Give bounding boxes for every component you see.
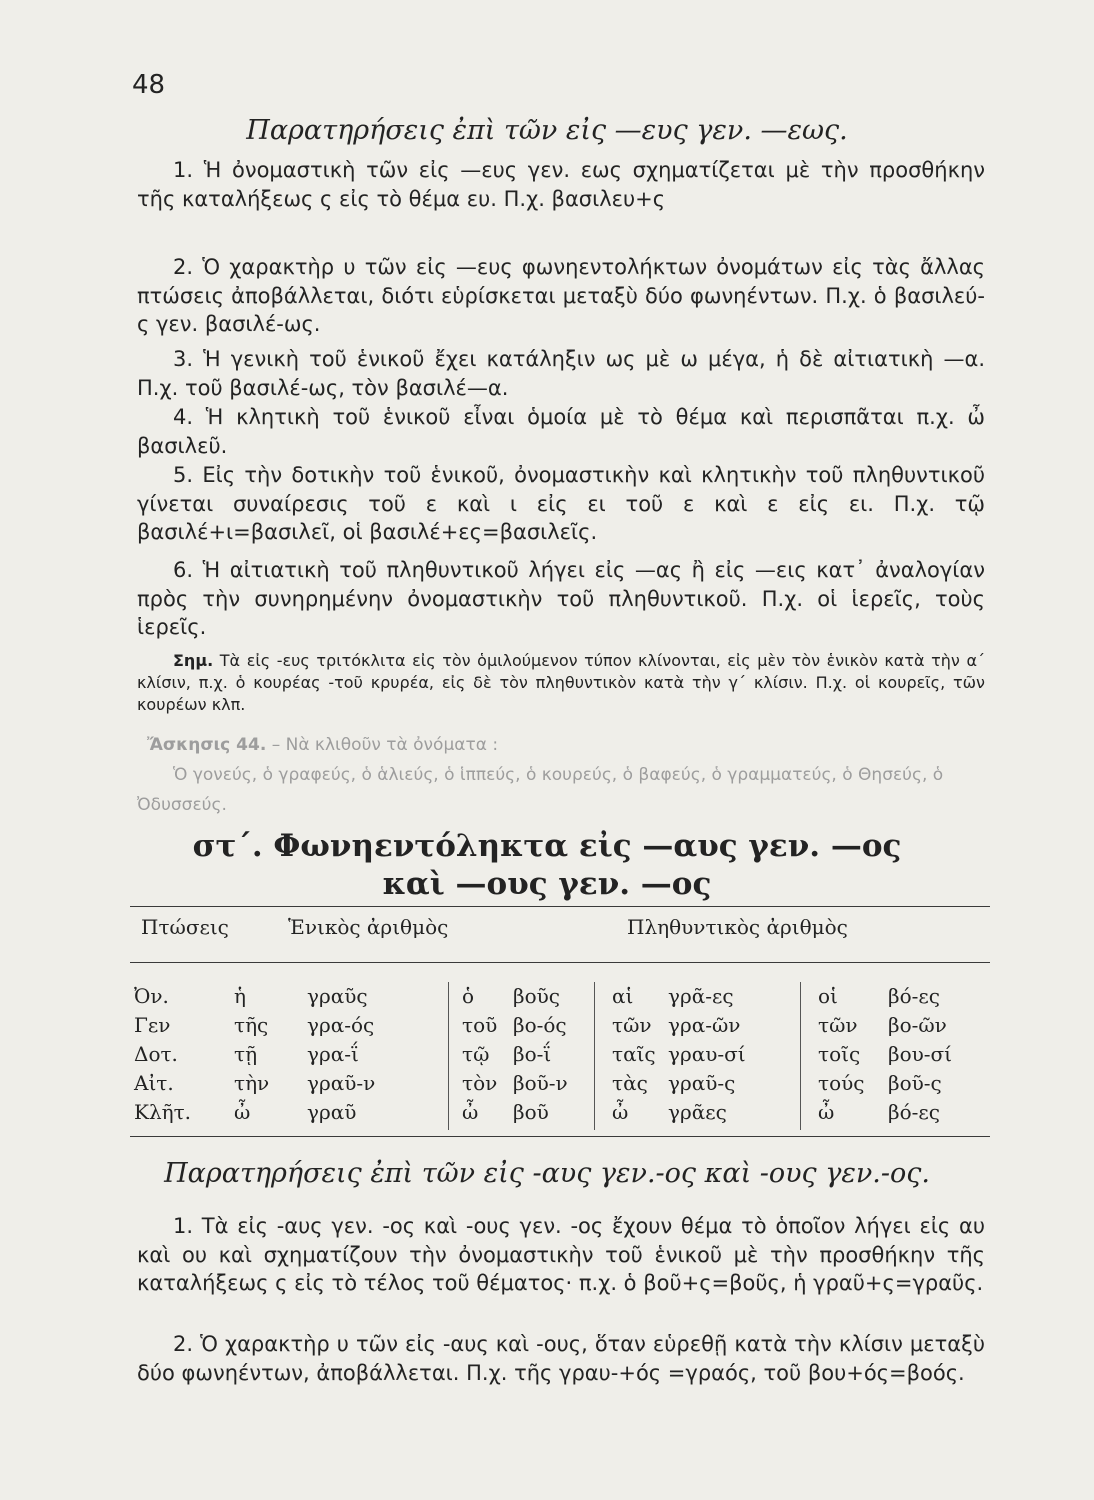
form-cell: βοῦ-ν (513, 1071, 568, 1095)
form-cell: βοῦ-ς (888, 1071, 942, 1095)
article-cell: τὸν (462, 1071, 498, 1095)
form-cell: γρα-ΐ (307, 1042, 359, 1066)
article-cell: τὴν (234, 1071, 270, 1095)
form-cell: γραῦ (307, 1100, 357, 1124)
article-cell: τῶν (818, 1013, 858, 1037)
case-cell: Ὀν. (134, 984, 169, 1008)
exercise-44 (137, 730, 985, 820)
page-number: 48 (132, 70, 166, 100)
header-cases: Πτώσεις (141, 915, 229, 939)
form-cell: βό-ες (888, 984, 940, 1008)
table-header-rule (130, 962, 990, 963)
article-cell: τοῦ (462, 1013, 498, 1037)
form-cell: γραῦς (307, 984, 368, 1008)
section-title-line-2: καὶ —ους γεν. —ος (382, 866, 712, 902)
article-cell: ὦ (462, 1100, 479, 1124)
obs2-paragraph-1: 1. Τὰ εἰς -αυς γεν. -ος καὶ -ους γεν. -ος ἔχουν θέμα τὸ ὁποῖον λήγει εἰς αυ καὶ ου καὶ σχηματίζουν τὴν ὀνομαστικὴν τοῦ ἑνικοῦ μὲ τὴν προσθήκην τῆς καταλήξεως ς εἰς τὸ τέλος τοῦ θέματος· π.χ. ὁ βοῦ+ς=βοῦς, ἡ γραῦ+ς=γραῦς. (137, 1214, 985, 1296)
form-cell: βο-ΐ (513, 1042, 552, 1066)
article-cell: ταῖς (612, 1042, 656, 1066)
article-cell: τοῖς (818, 1042, 861, 1066)
obs1-paragraph-2: 2. Ὁ χαρακτὴρ υ τῶν εἰς —ευς φωνηεντολήκτων ὀνομάτων εἰς τὰς ἄλλας πτώσεις ἀποβάλλεται, διότι εὑρίσκεται μεταξὺ δύο φωνηέντων. Π.χ. ὁ βασιλεύ-ς γεν. βασιλέ-ως. (137, 255, 985, 337)
case-cell: Γεν (134, 1013, 171, 1037)
article-cell: ὦ (234, 1100, 251, 1124)
obs1-paragraph-1: 1. Ἡ ὀνομαστικὴ τῶν εἰς —ευς γεν. εως σχηματίζεται μὲ τὴν προσθήκην τῆς καταλήξεως ς εἰς τὸ θέμα ευ. Π.χ. βασιλευ+ς (137, 158, 985, 211)
article-cell: ἡ (234, 984, 246, 1008)
exercise-label: Ἄσκησις 44. (147, 735, 267, 755)
form-cell: βο-ῶν (888, 1013, 947, 1037)
obs1-paragraph-6: 6. Ἡ αἰτιατικὴ τοῦ πληθυντικοῦ λήγει εἰς —ας ἢ εἰς —εις κατ᾽ ἀναλογίαν πρὸς τὴν συνηρημένην ὀνομαστικὴν τοῦ πληθυντικοῦ. Π.χ. οἱ ἱερεῖς, τοὺς ἱερεῖς. (137, 558, 985, 640)
note-paragraph: Σημ. Τὰ εἰς -ευς τριτόκλιτα εἰς τὸν ὁμιλούμενον τύπον κλίνονται, εἰς μὲν τὸν ἑνικὸν κατὰ τὴν α´ κλίσιν, π.χ. ὁ κουρέας -τοῦ κρυρέα, εἰς δὲ τὸν πληθυντικὸν κατὰ τὴν γ´ κλίσιν. Π.χ. οἱ κουρεῖς, τῶν κουρέων κλπ. (137, 651, 985, 714)
case-cell: Αἰτ. (134, 1071, 174, 1095)
note-label: Σημ. (173, 651, 214, 670)
form-cell: γραῦ-ς (668, 1071, 736, 1095)
case-cell: Κλῆτ. (134, 1100, 192, 1124)
article-cell: τῷ (462, 1042, 490, 1066)
observations-heading-eus: Παρατηρήσεις ἐπὶ τῶν εἰς —ευς γεν. —εως. (246, 115, 848, 146)
form-cell: βοῦς (513, 984, 560, 1008)
article-cell: τούς (818, 1071, 865, 1095)
obs1-paragraph-3: 3. Ἡ γενικὴ τοῦ ἑνικοῦ ἔχει κατάληξιν ως μὲ ω μέγα, ἡ δὲ αἰτιατικὴ —α. Π.χ. τοῦ βασιλέ-ως, τὸν βασιλέ—α. (137, 347, 985, 400)
article-cell: ὦ (818, 1100, 835, 1124)
form-cell: βο-ός (513, 1013, 567, 1037)
exercise-instruction: – Νὰ κλιθοῦν τὰ ὀνόματα : (271, 735, 499, 755)
article-cell: ὁ (462, 984, 475, 1008)
table-row (0, 1013, 1094, 1043)
form-cell: γραῦ-ν (307, 1071, 376, 1095)
form-cell: βοῦ (513, 1100, 549, 1124)
article-cell: τῇ (234, 1042, 258, 1066)
form-cell: γρα-ός (307, 1013, 375, 1037)
header-singular: Ἑνικὸς ἀριθμὸς (288, 915, 449, 939)
table-bottom-rule (130, 1136, 990, 1137)
form-cell: γρᾶ-ες (668, 984, 734, 1008)
form-cell: βου-σί (888, 1042, 953, 1066)
form-cell: γρᾶες (668, 1100, 727, 1124)
article-cell: τὰς (612, 1071, 648, 1095)
article-cell: τῆς (234, 1013, 269, 1037)
article-cell: τῶν (612, 1013, 652, 1037)
form-cell: βό-ες (888, 1100, 940, 1124)
case-cell: Δοτ. (134, 1042, 178, 1066)
header-plural: Πληθυντικὸς ἀριθμὸς (627, 915, 848, 939)
obs2-paragraph-2: 2. Ὁ χαρακτὴρ υ τῶν εἰς -αυς καὶ -ους, ὅταν εὑρεθῇ κατὰ τὴν κλίσιν μεταξὺ δύο φωνηέντων, ἀποβάλλεται. Π.χ. τῆς γραυ-+ός =γραός, τοῦ βου+ός=βοός. (137, 1332, 985, 1385)
table-row (0, 1071, 1094, 1101)
section-title-line-1: στ´. Φωνηεντόληκτα εἰς —αυς γεν. —ος (192, 828, 902, 864)
exercise-words: Ὁ γονεύς, ὁ γραφεύς, ὁ ἁλιεύς, ὁ ἱππεύς, ὁ κουρεύς, ὁ βαφεύς, ὁ γραμματεύς, ὁ Θησεύς, ὁ Ὀδυσσεύς. (137, 765, 944, 815)
form-cell: γραυ-σί (668, 1042, 746, 1066)
form-cell: γρα-ῶν (668, 1013, 741, 1037)
observations-heading-aus-ous: Παρατηρήσεις ἐπὶ τῶν εἰς -αυς γεν.-ος καὶ -ους γεν.-ος. (164, 1158, 930, 1189)
table-top-rule (130, 906, 990, 907)
obs1-paragraph-5: 5. Εἰς τὴν δοτικὴν τοῦ ἑνικοῦ, ὀνομαστικὴν καὶ κλητικὴν τοῦ πληθυντικοῦ γίνεται συναίρεσις τοῦ ε καὶ ι εἰς ει τοῦ ε καὶ ε εἰς ει. Π.χ. τῷ βασιλέ+ι=βασιλεῖ, οἱ βασιλέ+ες=βασιλεῖς. (137, 463, 985, 545)
article-cell: οἱ (818, 984, 838, 1008)
table-row (0, 984, 1094, 1014)
obs1-paragraph-4: 4. Ἡ κλητικὴ τοῦ ἑνικοῦ εἶναι ὁμοία μὲ τὸ θέμα καὶ περισπᾶται π.χ. ὦ βασιλεῦ. (137, 405, 985, 458)
table-row (0, 1042, 1094, 1072)
article-cell: ὦ (612, 1100, 629, 1124)
table-row (0, 1100, 1094, 1130)
article-cell: αἱ (612, 984, 634, 1008)
